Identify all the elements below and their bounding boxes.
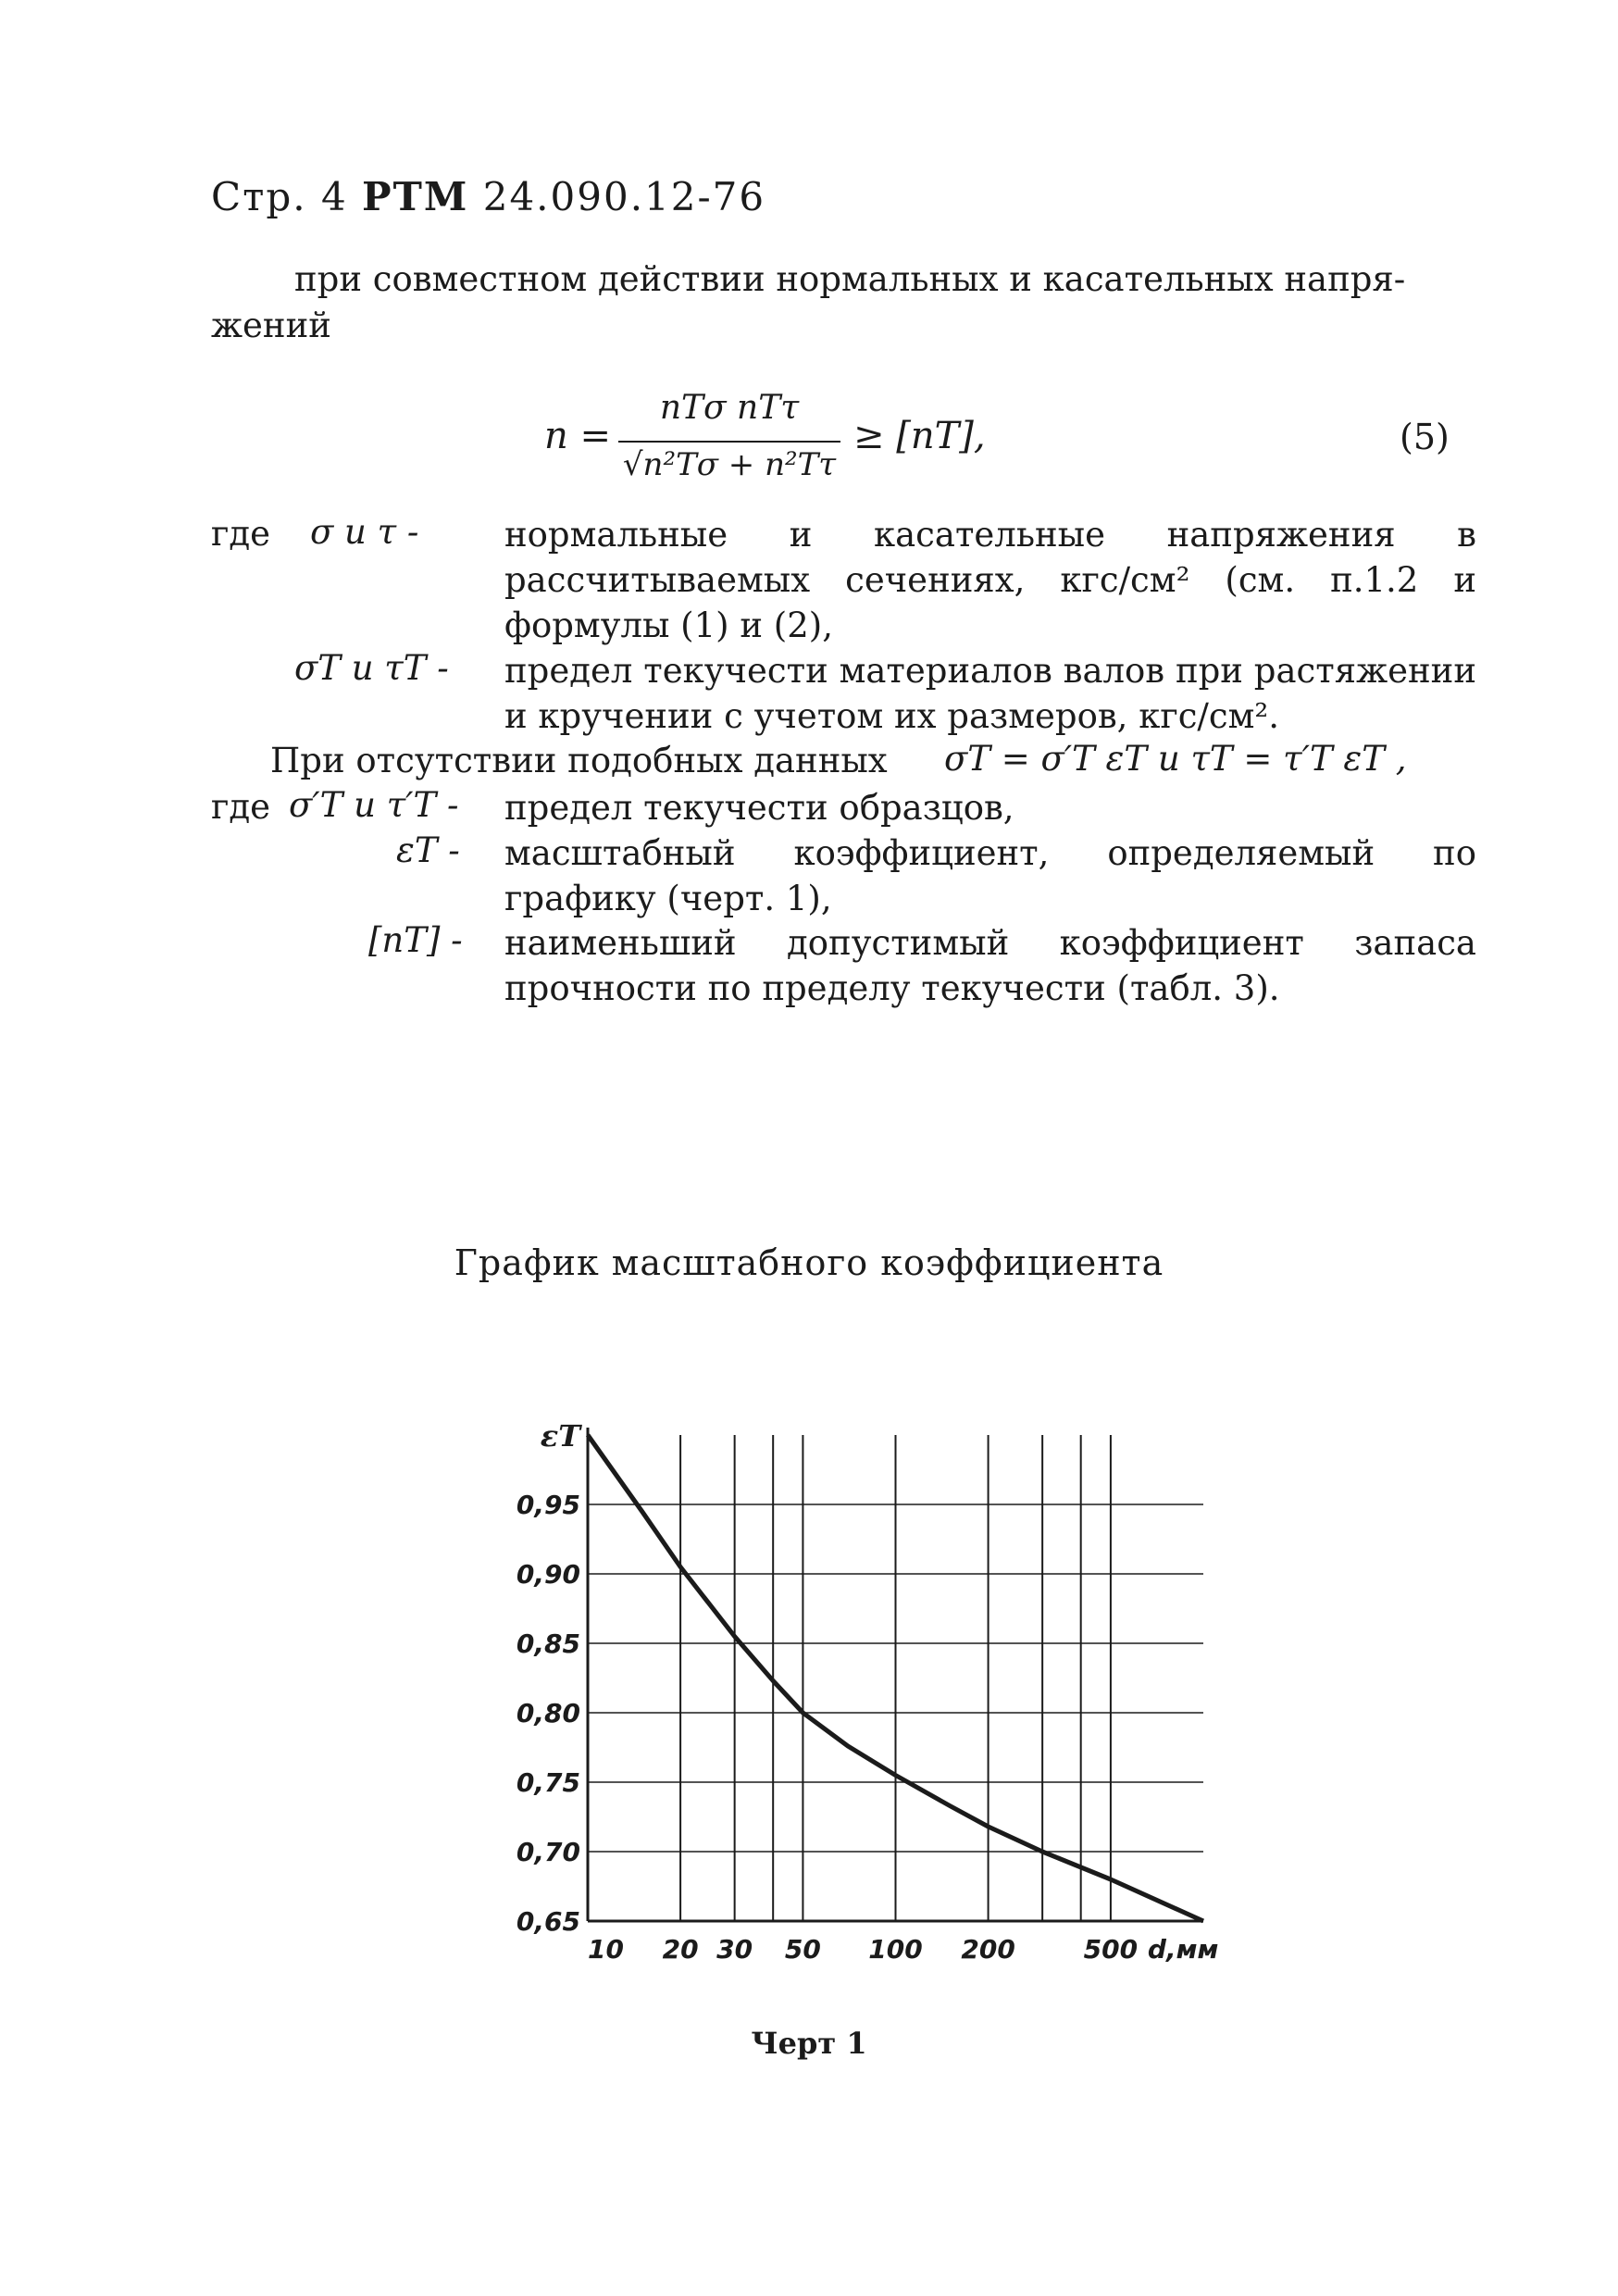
chart-title: График масштабного коэффициента	[454, 1242, 1164, 1283]
def5-text: наименьший допустимый коэффициент запаса прочности по пределу текучести (табл. 3).	[504, 923, 1476, 1008]
formula-denominator: √n²Tσ + n²Tτ	[622, 446, 837, 483]
def1-text: нормальные и касательные напряжения в рассчитываемых сечениях, кгс/см² (см. п.1.2 и формулы (1) и (2),	[504, 515, 1476, 645]
y-tick-label: 0,95	[516, 1490, 580, 1520]
y-tick-label: 0,80	[516, 1698, 580, 1728]
formula-lhs: n =	[544, 415, 611, 457]
header-doc-number: 24.090.12-76	[482, 174, 766, 219]
def1-prefix: где	[211, 514, 271, 554]
def2-text: предел текучести материалов валов при растяжении и кручении с учетом их размеров, кгс/см².	[504, 651, 1476, 736]
x-tick-label: 500	[1083, 1934, 1139, 1965]
x-tick-label: 10	[588, 1934, 624, 1965]
formula-number: (5)	[1400, 417, 1450, 457]
def3-prefix: где	[211, 787, 271, 827]
def4-text: масштабный коэффициент, определяемый по графику (черт. 1),	[504, 833, 1476, 918]
x-tick-label: 50	[784, 1934, 821, 1965]
def1-symbol: σ и τ -	[310, 512, 419, 552]
scale-factor-chart	[481, 1407, 1240, 1981]
y-tick-label: 0,75	[516, 1767, 580, 1798]
x-axis-label: d,мм	[1147, 1934, 1219, 1965]
y-tick-label: 0,85	[516, 1628, 580, 1659]
intro-line-2: жений	[211, 306, 331, 345]
page-header	[211, 174, 765, 219]
y-tick-label: 0,70	[516, 1837, 580, 1867]
x-tick-label: 30	[716, 1934, 753, 1965]
y-tick-label: 0,65	[516, 1906, 580, 1937]
header-doc-code: РТМ	[362, 174, 469, 219]
def2-symbol: σT и τT -	[294, 648, 449, 688]
intro-line-1: при совместном действии нормальных и касательных напря-	[294, 259, 1406, 299]
def5-symbol: [nT] -	[368, 920, 463, 960]
x-tick-label: 100	[868, 1934, 923, 1965]
def3-symbol: σ′T и τ′T -	[289, 785, 459, 825]
formula-numerator: nTσ nTτ	[659, 389, 800, 427]
y-tick-label: 0,90	[516, 1559, 580, 1590]
formula-fraction-bar	[618, 441, 840, 443]
absence-text: При отсутствии подобных данных	[270, 741, 888, 780]
x-tick-label: 20	[662, 1934, 699, 1965]
x-tick-label: 200	[961, 1934, 1015, 1965]
def4-symbol: εT -	[396, 830, 460, 870]
def3-text: предел текучести образцов,	[504, 788, 1014, 828]
figure-caption: Черт 1	[751, 2026, 867, 2061]
header-prefix: Стр. 4	[211, 174, 348, 219]
y-axis-label: εT	[540, 1418, 580, 1454]
absence-formula: σT = σ′T εT и τT = τ′T εT ,	[944, 739, 1407, 779]
formula-rhs: ≥ [nT],	[853, 415, 986, 457]
